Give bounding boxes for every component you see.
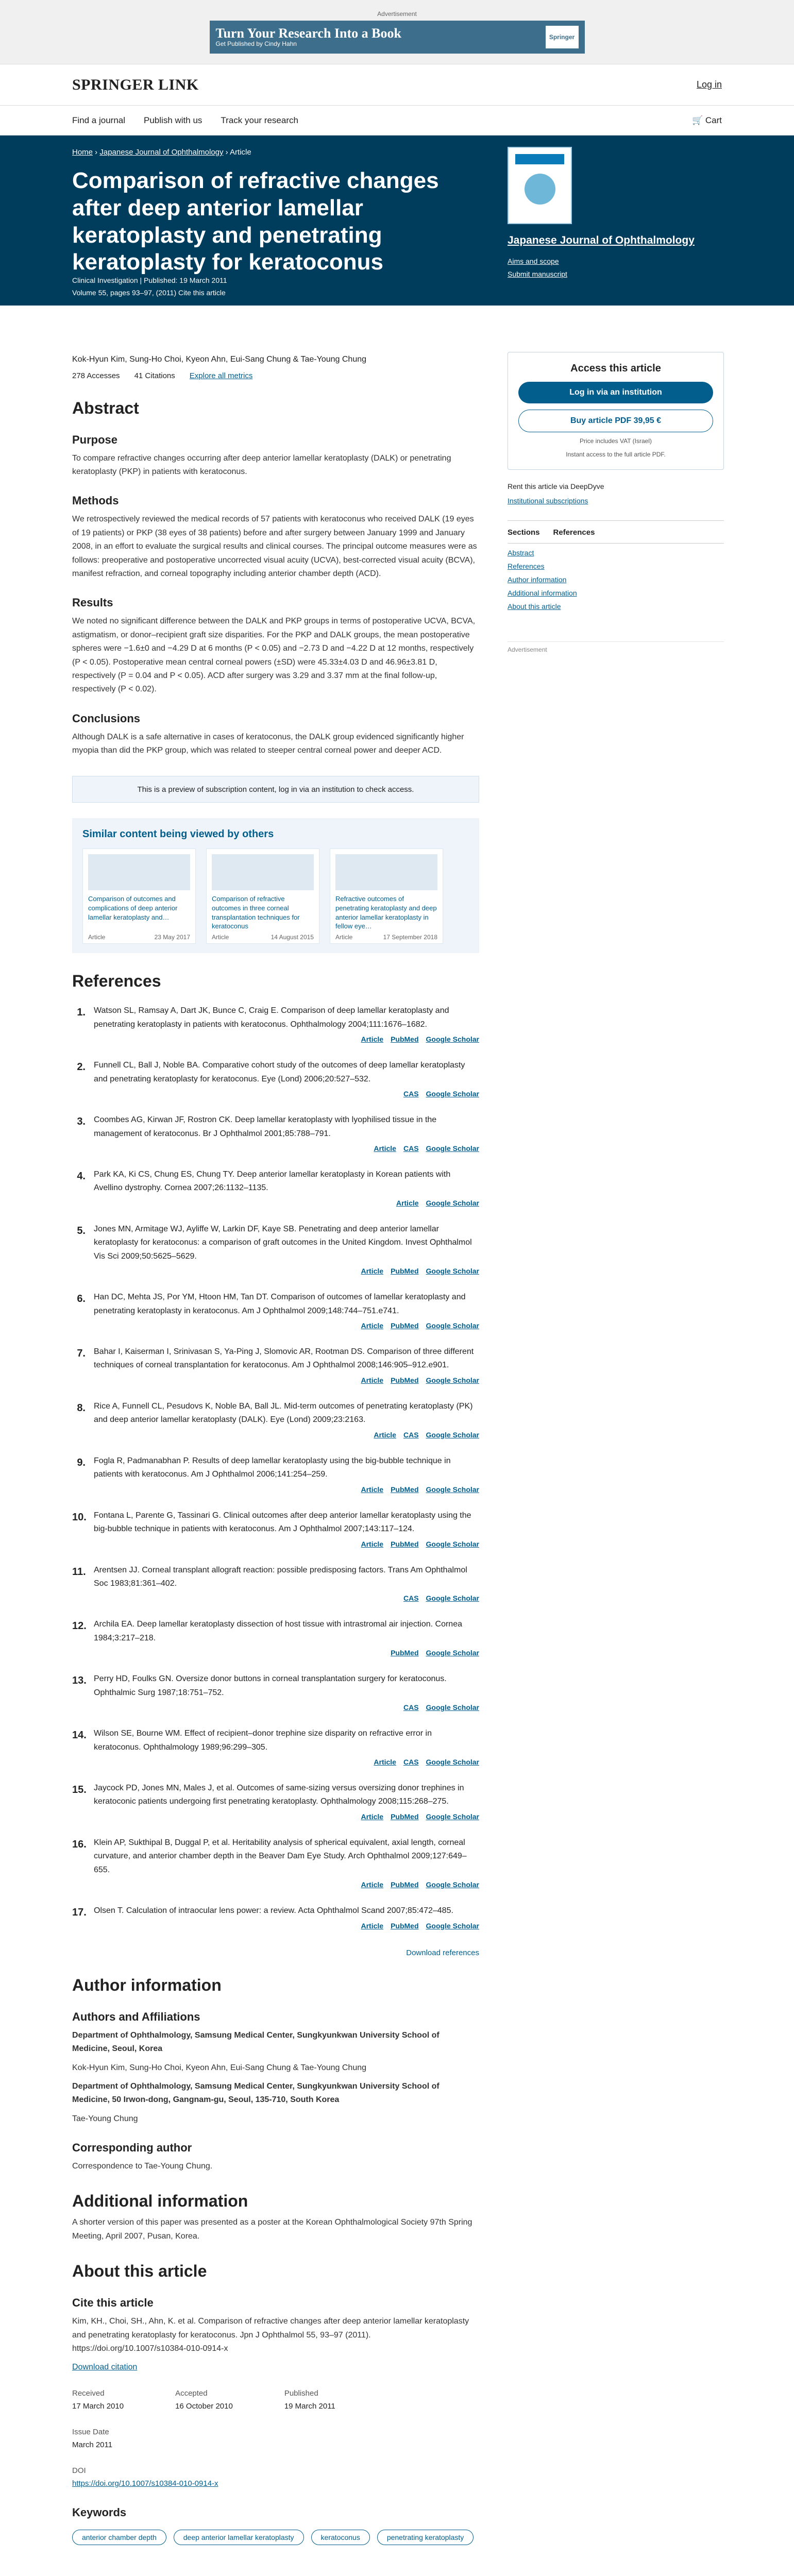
reference-links (94, 1484, 479, 1496)
reference-item (72, 1564, 479, 1605)
access-box (508, 352, 724, 470)
reference-body (94, 1836, 479, 1891)
issue-date-block (72, 2426, 479, 2452)
reference-body (94, 1509, 479, 1550)
keywords-heading: Keywords (72, 2505, 127, 2519)
reference-text: Archila EA. Deep lamellar keratoplasty dissection of host tissue with intrastromal air injection. Cornea 1984;3:217–218. (94, 1620, 462, 1642)
cart-icon: 🛒 (691, 115, 705, 125)
additional-info-heading: Additional information (72, 2192, 248, 2211)
reference-link-article[interactable]: Article (361, 1812, 384, 1821)
reference-body (94, 1904, 479, 1931)
similar-card-type: Article (212, 934, 229, 941)
reference-links (94, 1088, 479, 1100)
sidebar-ad-label: Advertisement (508, 641, 724, 653)
about-article-heading: About this article (72, 2262, 207, 2281)
keyword-tag[interactable]: deep anterior lamellar keratoplasty (174, 2530, 304, 2545)
access-heading: Access this article (570, 363, 661, 374)
reference-link-google-scholar[interactable]: Google Scholar (426, 1376, 479, 1384)
reference-link-pubmed[interactable]: PubMed (391, 1267, 419, 1276)
reference-link-pubmed[interactable]: PubMed (391, 1812, 419, 1821)
reference-text: Han DC, Mehta JS, Por YM, Htoon HM, Tan DT. Comparison of outcomes of lamellar keratoplasty and penetrating keratoplasty in keratoconus. Am J Ophthalmol 2009;148:744–751.e741. (94, 1293, 466, 1315)
similar-card-meta (335, 934, 437, 941)
conclusions-heading: Conclusions (72, 711, 141, 725)
ad-creative[interactable] (210, 21, 585, 54)
author-info-heading: Author information (72, 1975, 222, 1994)
reference-link-pubmed[interactable]: PubMed (391, 1921, 419, 1930)
table-of-contents (508, 520, 724, 611)
reference-link-pubmed[interactable]: PubMed (391, 1485, 419, 1494)
reference-number: 14. (72, 1730, 87, 1741)
ad-subtitle: Get Published by Cindy Hahn (215, 40, 297, 47)
reference-link-article[interactable]: Article (361, 1880, 384, 1889)
reference-link-article[interactable]: Article (374, 1430, 396, 1439)
article-meta-line2: Volume 55, pages 93–97, (2011) Cite this article (72, 288, 226, 297)
reference-item (72, 1509, 479, 1550)
reference-number: 17. (72, 1907, 87, 1919)
toc-tabs (508, 528, 724, 544)
similar-card-title[interactable]: Comparison of outcomes and complications of deep anterior lamellar keratoplasty and… (88, 895, 178, 921)
reference-link-google-scholar[interactable]: Google Scholar (426, 1594, 479, 1603)
similar-card[interactable] (82, 849, 196, 944)
methods-text: We retrospectively reviewed the medical records of 57 patients with keratoconus who received DALK (19 eyes of 19 patients) or PKP (38 eyes of 38 patients) before and after surgery between January 1999 and January 2008, in an effort to evaluate the surgical results and clinical courses. The principal outcome measures were as follows: preoperative and postoperative uncorrected visual acuity (UCVA), best-corrected visual acuity (BCVA), manifest refraction, and corneal topography including anterior chamber depth (ACD). (72, 515, 477, 578)
similar-card-type: Article (88, 934, 106, 941)
reference-body (94, 1291, 479, 1332)
purpose-heading: Purpose (72, 433, 118, 446)
reference-link-google-scholar[interactable]: Google Scholar (426, 1485, 479, 1494)
reference-text: Perry HD, Foulks GN. Oversize donor buttons in corneal transplantation surgery for keratoconus. Ophthalmic Surg 1987;18:751–752. (94, 1674, 447, 1697)
reference-body (94, 1727, 479, 1768)
reference-links (94, 1320, 479, 1332)
price-note: Price includes VAT (Israel) (579, 437, 652, 445)
article-dates (72, 2387, 479, 2413)
reference-link-article[interactable]: Article (374, 1144, 396, 1153)
additional-info-text: A shorter version of this paper was presented as a poster at the Korean Ophthalmological Society 97th Spring Meeting, April 2007, Pusan, Korea. (72, 2218, 472, 2241)
submit-manuscript-link[interactable]: Submit manuscript (508, 270, 567, 279)
affiliation-2-dept: Department of Ophthalmology, Samsung Medical Center, Sungkyunkwan University School of Medicine, 50 Irwon-dong, Gangnam-gu, Seoul, 135-710, South Korea (72, 2081, 440, 2105)
reference-item (72, 1836, 479, 1891)
reference-number: 1. (77, 1007, 86, 1019)
breadcrumb-current: Article (230, 148, 251, 157)
journal-cover-image[interactable] (508, 147, 572, 224)
reference-link-article[interactable]: Article (361, 1267, 384, 1276)
toc-item[interactable]: Additional information (508, 589, 577, 597)
reference-link-google-scholar[interactable]: Google Scholar (426, 1430, 479, 1439)
reference-links (94, 1429, 479, 1441)
reference-link-google-scholar[interactable]: Google Scholar (426, 1198, 479, 1207)
affiliation-1-names[interactable]: Kok-Hyun Kim, Sung-Ho Choi, Kyeon Ahn, Eui-Sang Chung & Tae-Young Chung (72, 2063, 367, 2072)
reference-link-cas[interactable]: CAS (403, 1703, 419, 1712)
reference-link-pubmed[interactable]: PubMed (391, 1376, 419, 1384)
reference-item (72, 1345, 479, 1386)
reference-link-google-scholar[interactable]: Google Scholar (426, 1812, 479, 1821)
reference-text: Fontana L, Parente G, Tassinari G. Clinical outcomes after deep anterior lamellar keratoplasty using the big-bubble technique in patients with keratoconus. Am J Ophthalmol 2007;143:117–124. (94, 1511, 471, 1534)
reference-link-article[interactable]: Article (361, 1539, 384, 1548)
sub-navigation (0, 106, 794, 135)
reference-number: 3. (77, 1116, 86, 1128)
reference-link-pubmed[interactable]: PubMed (391, 1880, 419, 1889)
reference-link-google-scholar[interactable]: Google Scholar (426, 1758, 479, 1766)
affiliation-1-dept: Department of Ophthalmology, Samsung Medical Center, Sungkyunkwan University School of Medicine, Seoul, Korea (72, 2030, 440, 2054)
subscription-preview-note[interactable]: This is a preview of subscription content, log in via an institution to check access. (72, 776, 479, 803)
reference-item (72, 1168, 479, 1209)
reference-link-google-scholar[interactable]: Google Scholar (426, 1321, 479, 1330)
reference-links (94, 1879, 479, 1891)
reference-text: Coombes AG, Kirwan JF, Rostron CK. Deep lamellar keratoplasty with lyophilised tissue in the management of keratoconus. Br J Ophthalmol 2001;85:788–791. (94, 1115, 437, 1138)
accepted-date: 16 October 2010 (175, 2402, 233, 2411)
reference-text: Arentsen JJ. Corneal transplant allograft reaction: possible predisposing factors. Trans Am Ophthalmol Soc 1983;81:361–402. (94, 1565, 467, 1588)
issue-label: Issue Date (72, 2427, 109, 2436)
similar-card-date: 23 May 2017 (154, 934, 190, 941)
reference-body (94, 1113, 479, 1155)
reference-item (72, 1727, 479, 1768)
download-citation-wrap (72, 2361, 479, 2374)
reference-item (72, 1454, 479, 1496)
reference-body (94, 1672, 479, 1714)
reference-item (72, 1059, 479, 1100)
reference-link-google-scholar[interactable]: Google Scholar (426, 1649, 479, 1657)
ad-label: Advertisement (377, 10, 417, 18)
reference-links (94, 1033, 479, 1045)
similar-card-title[interactable]: Refractive outcomes of penetrating keratoplasty and deep anterior lamellar keratoplasty in fellow eye… (335, 895, 437, 930)
reference-link-article[interactable]: Article (361, 1921, 384, 1930)
published-label: Published (284, 2388, 318, 2398)
similar-card-thumbnail (88, 854, 190, 890)
similar-card-date: 17 September 2018 (383, 934, 437, 941)
article-meta (72, 275, 227, 299)
reference-text: Rice A, Funnell CL, Pesudovs K, Noble BA, Ball JL. Mid-term outcomes of penetrating keratoplasty (PK) and deep anterior lamellar keratoplasty (DALK). Eye (Lond) 2009;23:2163. (94, 1401, 473, 1425)
reference-text: Watson SL, Ramsay A, Dart JK, Bunce C, Craig E. Comparison of deep lamellar keratoplasty and penetrating keratoplasty in patients with keratoconus. Ophthalmology 2004;111:1676–1682. (94, 1006, 449, 1029)
reference-link-google-scholar[interactable]: Google Scholar (426, 1880, 479, 1889)
publish-with-us-link[interactable]: Publish with us (144, 115, 202, 125)
reference-links (94, 1538, 479, 1550)
reference-item (72, 1618, 479, 1659)
similar-card-date: 14 August 2015 (271, 934, 314, 941)
reference-text: Bahar I, Kaiserman I, Srinivasan S, Ya-Ping J, Slomovic AR, Rootman DS. Comparison of three different techniques of corneal transplantation for keratoconus. Am J Ophthalmol 2008;146:905–912.e901. (94, 1347, 474, 1370)
affiliations-heading: Authors and Affiliations (72, 2010, 200, 2023)
reference-link-cas[interactable]: CAS (403, 1144, 419, 1153)
reference-number: 11. (72, 1566, 86, 1578)
reference-link-cas[interactable]: CAS (403, 1430, 419, 1439)
institutional-subscriptions-link[interactable]: Institutional subscriptions (508, 497, 588, 505)
affiliation-1 (72, 2029, 479, 2056)
reference-text: Wilson SE, Bourne WM. Effect of recipient–donor trephine size disparity on refractive error in keratoconus. Ophthalmology 1989;96:299–305. (94, 1729, 432, 1752)
reference-link-google-scholar[interactable]: Google Scholar (426, 1144, 479, 1153)
keyword-tag[interactable]: anterior chamber depth (72, 2530, 166, 2545)
similar-card[interactable] (330, 849, 443, 944)
breadcrumb: Home › Japanese Journal of Ophthalmology › Article (72, 148, 251, 157)
reference-link-cas[interactable]: CAS (403, 1594, 419, 1603)
reference-link-google-scholar[interactable]: Google Scholar (426, 1035, 479, 1044)
reference-body (94, 1004, 479, 1045)
sidebar (508, 352, 724, 653)
accesses-count: 278 Accesses (72, 371, 120, 380)
reference-item (72, 1291, 479, 1332)
article-title: Comparison of refractive changes after deep anterior lamellar keratoplasty and penetrating keratoplasty for keratoconus (72, 168, 439, 275)
deepdyve-rent[interactable]: Rent this article via DeepDyve (508, 482, 604, 490)
published-date: 19 March 2011 (284, 2402, 335, 2411)
article-metrics (72, 371, 479, 380)
affiliation-2-names[interactable]: Tae-Young Chung (72, 2114, 138, 2123)
reference-link-google-scholar[interactable]: Google Scholar (426, 1267, 479, 1276)
reference-links (94, 1647, 479, 1659)
reference-text: Funnell CL, Ball J, Noble BA. Comparative cohort study of the outcomes of deep lamellar keratoplasty and penetrating keratoplasty for keratoconus. Eye (Lond) 2006;20:527–532. (94, 1061, 465, 1083)
reference-number: 4. (77, 1171, 86, 1182)
toc-item[interactable]: References (508, 562, 545, 570)
reference-item (72, 1782, 479, 1823)
journal-links (508, 255, 567, 281)
similar-card[interactable] (206, 849, 319, 944)
reference-link-article[interactable]: Article (396, 1198, 419, 1207)
login-link[interactable]: Log in (696, 79, 722, 90)
reference-item (72, 1113, 479, 1155)
reference-link-article[interactable]: Article (361, 1485, 384, 1494)
institution-login-button[interactable]: Log in via an institution (518, 382, 713, 403)
reference-text: Park KA, Ki CS, Chung ES, Chung TY. Deep anterior lamellar keratoplasty in Korean patients with Avellino dystrophy. Cornea 2007;26:1132–1135. (94, 1170, 451, 1193)
reference-body (94, 1168, 479, 1209)
reference-link-google-scholar[interactable]: Google Scholar (426, 1539, 479, 1548)
track-research-link[interactable]: Track your research (221, 115, 298, 125)
similar-cards (82, 849, 469, 944)
keyword-tag[interactable]: penetrating keratoplasty (377, 2530, 474, 2545)
reference-number: 5. (77, 1225, 86, 1236)
similar-card-meta (212, 934, 314, 941)
cart-link[interactable] (692, 115, 722, 126)
similar-card-type: Article (335, 934, 353, 941)
reference-link-google-scholar[interactable]: Google Scholar (426, 1703, 479, 1712)
reference-item (72, 1672, 479, 1714)
methods-heading: Methods (72, 494, 119, 507)
reference-body (94, 1564, 479, 1605)
reference-link-article[interactable]: Article (361, 1035, 384, 1044)
tax-note: Instant access to the full article PDF. (566, 451, 666, 458)
reference-body (94, 1618, 479, 1659)
reference-number: 8. (77, 1402, 86, 1414)
reference-link-pubmed[interactable]: PubMed (391, 1539, 419, 1548)
springer-link-logo[interactable]: SPRINGER LINK (72, 76, 199, 93)
cart-label: Cart (705, 115, 722, 125)
reference-number: 6. (77, 1293, 86, 1305)
download-references-link[interactable]: Download references (406, 1948, 479, 1957)
reference-number: 15. (72, 1784, 87, 1796)
reference-link-cas[interactable]: CAS (403, 1090, 419, 1098)
correspondence-text[interactable]: Correspondence to Tae-Young Chung. (72, 2162, 213, 2171)
author-list[interactable]: Kok-Hyun Kim, Sung-Ho Choi, Kyeon Ahn, Eui-Sang Chung & Tae-Young Chung (72, 355, 367, 364)
issue-date: March 2011 (72, 2441, 113, 2450)
ad-mark: Springer (546, 26, 579, 48)
reference-links (94, 1375, 479, 1386)
reference-links (94, 1197, 479, 1209)
toc-item[interactable]: Author information (508, 575, 567, 584)
accepted-label: Accepted (175, 2388, 208, 2398)
similar-card-thumbnail (212, 854, 314, 890)
reference-item (72, 1004, 479, 1045)
reference-link-article[interactable]: Article (374, 1758, 396, 1766)
toc-tab[interactable]: References (553, 528, 595, 537)
breadcrumb-journal[interactable]: Japanese Journal of Ophthalmology (99, 148, 224, 157)
buy-pdf-button[interactable]: Buy article PDF 39,95 € (518, 410, 713, 432)
reference-links (94, 1702, 479, 1714)
reference-link-google-scholar[interactable]: Google Scholar (426, 1921, 479, 1930)
reference-body (94, 1223, 479, 1277)
toc-item[interactable]: Abstract (508, 549, 534, 557)
reference-item (72, 1223, 479, 1277)
reference-body (94, 1454, 479, 1496)
reference-number: 16. (72, 1838, 87, 1850)
reference-links (94, 1265, 479, 1277)
reference-number: 13. (72, 1675, 87, 1687)
download-citation-link[interactable]: Download citation (72, 2363, 138, 2372)
reference-item (72, 1904, 479, 1931)
reference-links (94, 1811, 479, 1823)
reference-body (94, 1059, 479, 1100)
article-hero (0, 135, 794, 306)
doi-label: DOI (72, 2466, 86, 2475)
reference-links (94, 1756, 479, 1768)
reference-links (94, 1592, 479, 1604)
toc-items (508, 549, 724, 611)
reference-body (94, 1782, 479, 1823)
aims-scope-link[interactable]: Aims and scope (508, 257, 559, 265)
reference-body (94, 1345, 479, 1386)
reference-list (72, 1004, 479, 1931)
corresponding-author-heading: Corresponding author (72, 2141, 192, 2155)
toc-item[interactable]: About this article (508, 602, 561, 611)
results-heading: Results (72, 596, 113, 609)
citations-count: 41 Citations (134, 371, 175, 380)
affiliation-2 (72, 2080, 479, 2107)
reference-number: 7. (77, 1348, 86, 1360)
main-content (72, 352, 479, 2545)
references-heading: References (72, 972, 161, 991)
received-date: 17 March 2010 (72, 2402, 124, 2411)
similar-heading: Similar content being viewed by others (82, 828, 274, 840)
reference-link-article[interactable]: Article (361, 1376, 384, 1384)
reference-number: 9. (77, 1456, 86, 1468)
reference-number: 12. (72, 1620, 87, 1632)
reference-text: Klein AP, Sukthipal B, Duggal P, et al. Heritability analysis of spherical equivalent, axial length, corneal curvature, and anterior chamber depth in the Beaver Dam Eye Study. Arch Ophthalmol 2009;127:649–655. (94, 1838, 467, 1874)
doi-link[interactable]: https://doi.org/10.1007/s10384-010-0914-x (72, 2479, 218, 2488)
reference-item (72, 1400, 479, 1441)
similar-card-thumbnail (335, 854, 437, 890)
cite-heading: Cite this article (72, 2296, 154, 2310)
abstract-heading: Abstract (72, 398, 139, 417)
citation-text: Kim, KH., Choi, SH., Ahn, K. et al. Comparison of refractive changes after deep anterior lamellar keratoplasty and penetrating keratoplasty for keratoconus. Jpn J Ophthalmol 55, 93–97 (2011). https://doi.org/10.1007/s10384-010-0914-x (72, 2317, 469, 2353)
similar-card-meta (88, 934, 190, 941)
conclusions-text: Although DALK is a safe alternative in cases of keratoconus, the DALK group evidenced significantly higher myopia than did the PKP group, which was related to steeper central corneal power and deeper ACD. (72, 732, 464, 755)
reference-text: Jones MN, Armitage WJ, Ayliffe W, Larkin DF, Kaye SB. Penetrating and deep anterior lamellar keratoplasty for keratoconus: a comparison of graft outcomes in the United Kingdom. Invest Ophthalmol Vis Sci 2009;50:5625–5629. (94, 1224, 472, 1261)
similar-content-box (72, 818, 479, 953)
site-header (0, 64, 794, 106)
advertisement-banner (0, 0, 794, 64)
doi-block (72, 2464, 479, 2490)
results-text: We noted no significant difference between the DALK and PKP groups in terms of postoperative UCVA, BCVA, astigmatism, or donor–recipient graft size disparities. For the PKP and DALK groups, the mean postoperative spheres were −1.6±0 and −4.29 D at 6 months (P < 0.05) and −2.73 D and −4.22 D at 12 months, respectively (P < 0.05). Postoperative mean central corneal powers (±SD) were 45.33±4.03 D and 46.96±3.81 D, respectively (P = 0.04 and P < 0.05). ACD after surgery was 3.29 and 3.37 mm at the final follow-up, respectively (P < 0.02). (72, 617, 476, 694)
reference-number: 2. (77, 1061, 86, 1073)
reference-link-google-scholar[interactable]: Google Scholar (426, 1090, 479, 1098)
ad-title: Turn Your Research Into a Book (215, 26, 401, 41)
purpose-text: To compare refractive changes occurring after deep anterior lamellar keratoplasty (DALK) or penetrating keratoplasty (PKP) in patients with keratoconus. (72, 453, 451, 476)
reference-number: 10. (72, 1511, 87, 1523)
reference-text: Olsen T. Calculation of intraocular lens power: a review. Acta Ophthalmol Scand 2007;85:472–485. (94, 1906, 453, 1916)
toc-tab[interactable]: Sections (508, 528, 540, 537)
reference-body (94, 1400, 479, 1441)
received-label: Received (72, 2388, 105, 2398)
reference-link-cas[interactable]: CAS (403, 1758, 419, 1766)
explore-metrics-link[interactable]: Explore all metrics (189, 371, 253, 380)
article-meta-line1: Clinical Investigation | Published: 19 March 2011 (72, 276, 227, 284)
keyword-list (72, 2530, 479, 2545)
reference-link-pubmed[interactable]: PubMed (391, 1035, 419, 1044)
similar-card-title[interactable]: Comparison of refractive outcomes in three corneal transplantation techniques for keratoconus (212, 895, 300, 930)
reference-text: Jaycock PD, Jones MN, Males J, et al. Outcomes of same-sizing versus oversizing donor trephines in keratoconic patients undergoing first penetrating keratoplasty. Ophthalmology 2008;115:268–275. (94, 1784, 464, 1806)
find-journal-link[interactable]: Find a journal (72, 115, 126, 125)
journal-title-link[interactable]: Japanese Journal of Ophthalmology (508, 234, 695, 246)
breadcrumb-home[interactable]: Home (72, 148, 93, 157)
reference-link-pubmed[interactable]: PubMed (391, 1649, 419, 1657)
keyword-tag[interactable]: keratoconus (311, 2530, 370, 2545)
reference-links (94, 1920, 479, 1932)
reference-link-pubmed[interactable]: PubMed (391, 1321, 419, 1330)
reference-links (94, 1143, 479, 1155)
reference-text: Fogla R, Padmanabhan P. Results of deep lamellar keratoplasty using the big-bubble technique in patients with keratoconus. Am J Ophthalmol 2006;141:254–259. (94, 1456, 451, 1479)
reference-link-article[interactable]: Article (361, 1321, 384, 1330)
